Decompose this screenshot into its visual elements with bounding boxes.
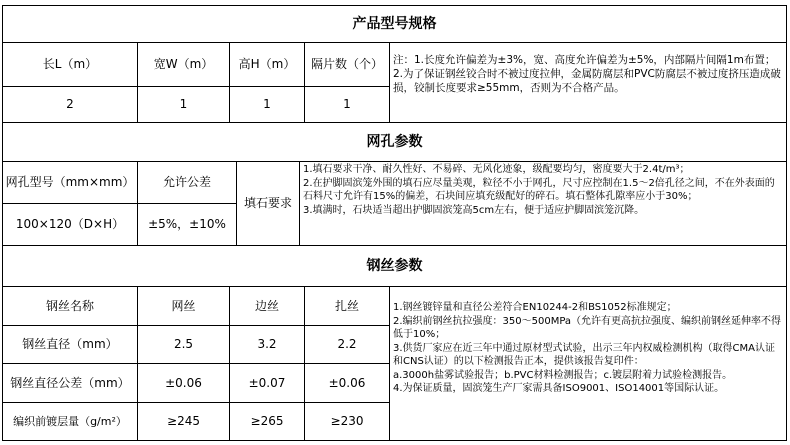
table-cell: 3.2 <box>257 337 277 351</box>
partition-count-header: 隔片数（个） <box>310 57 383 71</box>
table-row-label: 钢丝直径（mm） <box>22 337 118 351</box>
height-header: 高H（m） <box>238 57 296 71</box>
product-note-1: 注：1.长度允许偏差为±3%，宽、高度允许偏差为±5%，内部隔片间隔1m布置； <box>393 54 776 66</box>
wire-params-title: 钢丝参数 <box>366 257 423 274</box>
wire-note-5: 4.为保证质量，固滨笼生产厂家需具备ISO9001、ISO14001等国际认证。 <box>393 383 725 394</box>
table-cell: ±0.07 <box>248 375 286 390</box>
table-cell: ≥265 <box>250 414 284 428</box>
wire-note-4: a.3000h盐雾试验报告；b.PVC材料检测报告；c.镀层附着力试验检测报告。 <box>393 369 733 381</box>
partition-count-value: 1 <box>343 97 351 111</box>
table-cell: 2.5 <box>173 337 194 351</box>
table-row-label: 编织前镀层量（g/m²） <box>13 415 127 428</box>
wire-name-header: 钢丝名称 <box>45 298 94 313</box>
fill-note-1: 1.填石要求干净、耐久性好、不易碎、无风化迹象，级配要均匀，密度要大于2.4t/m³； <box>303 164 690 175</box>
mesh-wire-header: 网丝 <box>171 298 196 313</box>
product-notes <box>390 43 786 122</box>
height-value: 1 <box>263 97 271 111</box>
width-value: 1 <box>179 97 188 111</box>
wire-notes <box>390 287 786 440</box>
product-spec-title: 产品型号规格 <box>352 15 437 32</box>
tolerance-value: ±5%，±10% <box>148 217 226 231</box>
length-value: 2 <box>66 97 74 111</box>
fill-stone-label: 填石要求 <box>243 196 292 210</box>
wire-note-1: 1.钢丝镀锌量和直径公差符合EN10244-2和BS1052标准规定； <box>393 302 677 313</box>
table-row-label: 钢丝直径公差（mm） <box>10 375 130 390</box>
mesh-params-title: 网孔参数 <box>366 133 423 150</box>
fill-stone-notes <box>300 162 786 245</box>
table-cell: 2.2 <box>337 337 357 351</box>
table-cell: ±0.06 <box>328 375 366 390</box>
table-cell: ±0.06 <box>165 375 202 390</box>
tolerance-header: 允许公差 <box>162 175 211 189</box>
wire-note-2: 2.编织前钢丝抗拉强度：350～500MPa（允许有更高抗拉强度、编织前钢丝延伸率不得低于10%； <box>393 315 782 340</box>
tie-wire-header: 扎丝 <box>334 298 359 313</box>
fill-note-2: 2.在护脚固滨笼外围的填石应尽量美观，粒径不小于网孔，尺寸应控制在1.5～2倍孔径之间，不在外表面的石料尺寸允许有15%的偏差，石块间应填充级配好的碎石。填石整体孔隙率应小于30%； <box>303 177 775 202</box>
fill-note-3: 3.填满时，石块适当超出护脚固滨笼高5cm左右，便于适应护脚固滨笼沉降。 <box>303 204 645 216</box>
table-cell: ≥230 <box>330 414 364 428</box>
table-cell: ≥245 <box>167 414 200 428</box>
length-header: 长L（m） <box>42 57 98 71</box>
product-note-2: 2.为了保证钢丝铰合时不被过度拉伸，金属防腐层和PVC防腐层不被过度挤压造成破损，铰制长度要求≥55mm，否则为不合格产品。 <box>393 68 781 94</box>
mesh-type-header: 网孔型号（mm×mm） <box>5 175 135 189</box>
mesh-type-value: 100×120（D×H） <box>15 217 125 231</box>
width-header: 宽W（m） <box>153 57 214 71</box>
edge-wire-header: 边丝 <box>254 298 279 313</box>
wire-note-3: 3.供货厂家应在近三年中通过原材型式试验，出示三年内权威检测机构（取得CMA认证和CNS认证）的以下检测报告正本，提供该报告复印件： <box>393 342 775 367</box>
